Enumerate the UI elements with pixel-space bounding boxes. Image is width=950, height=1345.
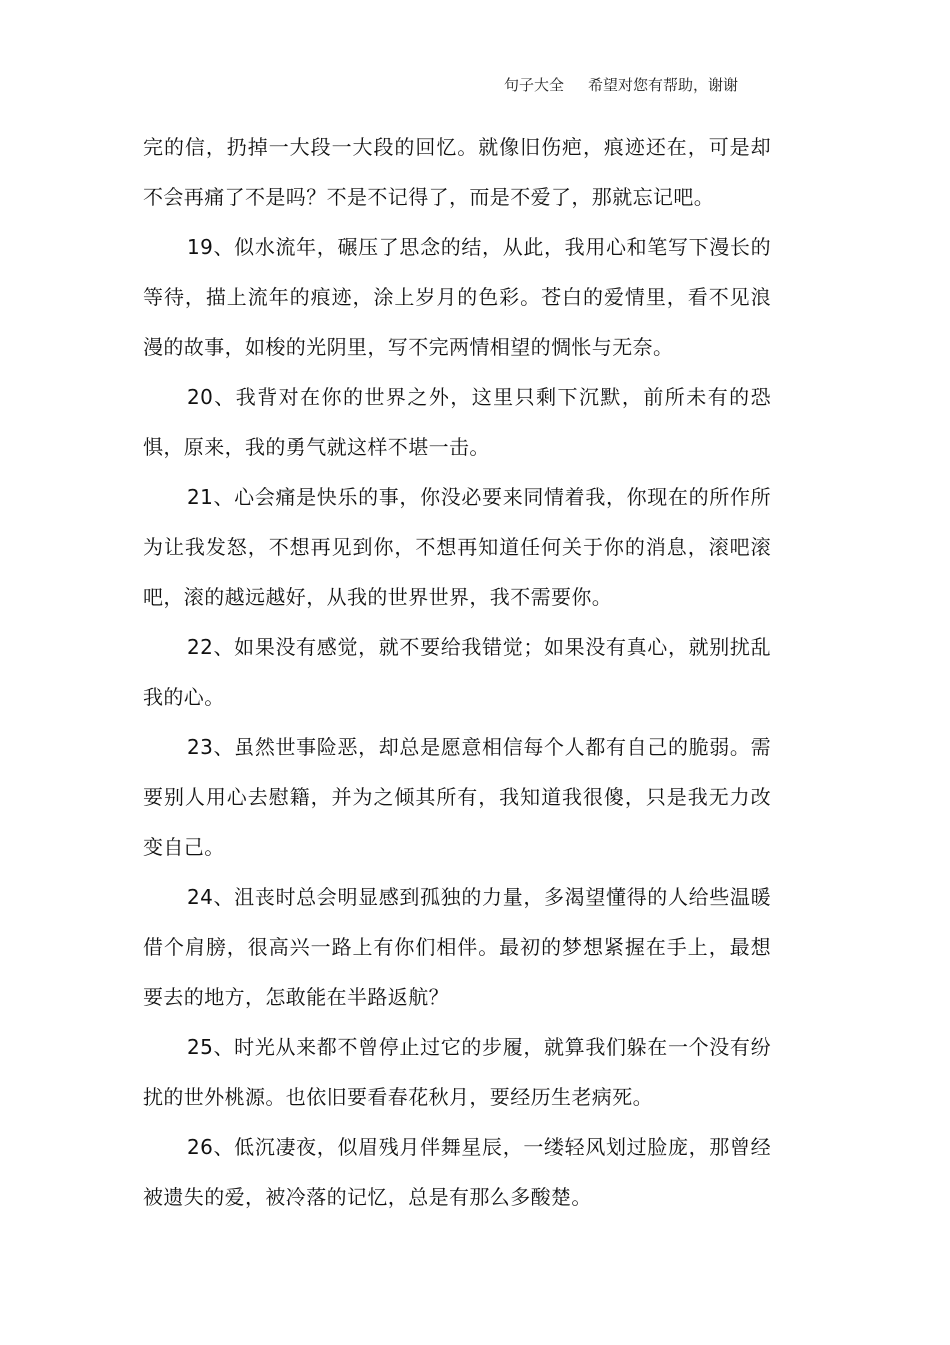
page-header: [504, 74, 738, 96]
document-body: [143, 122, 771, 1222]
paragraph-23: 23、虽然世事险恶，却总是愿意相信每个人都有自己的脆弱。需要别人用心去慰籍，并为之倾其所有，我知道我很傻，只是我无力改变自己。: [143, 735, 771, 859]
paragraph-20: 20、我背对在你的世界之外，这里只剩下沉默，前所未有的恐惧，原来，我的勇气就这样不堪一击。: [143, 385, 771, 459]
paragraph-22: 22、如果没有感觉，就不要给我错觉；如果没有真心，就别扰乱我的心。: [143, 635, 771, 709]
paragraph-26: 26、低沉凄夜，似眉残月伴舞星辰，一缕轻风划过脸庞，那曾经被遗失的爱，被冷落的记忆，总是有那么多酸楚。: [143, 1135, 771, 1209]
paragraph-21: 21、心会痛是快乐的事，你没必要来同情着我，你现在的所作所为让我发怒，不想再见到你，不想再知道任何关于你的消息，滚吧滚吧，滚的越远越好，从我的世界世界，我不需要你。: [143, 485, 771, 609]
paragraph-19: 19、似水流年，碾压了思念的结，从此，我用心和笔写下漫长的等待，描上流年的痕迹，涂上岁月的色彩。苍白的爱情里，看不见浪漫的故事，如梭的光阴里，写不完两情相望的惆怅与无奈。: [143, 235, 771, 359]
paragraph-24: 24、沮丧时总会明显感到孤独的力量，多渴望懂得的人给些温暖借个肩膀，很高兴一路上有你们相伴。最初的梦想紧握在手上，最想要去的地方，怎敢能在半路返航？: [143, 885, 771, 1009]
header-note: 希望对您有帮助，谢谢: [588, 76, 739, 94]
paragraph-continuation: 完的信，扔掉一大段一大段的回忆。就像旧伤疤，痕迹还在，可是却不会再痛了不是吗？不是不记得了，而是不爱了，那就忘记吧。: [143, 135, 771, 209]
header-title: 句子大全: [504, 76, 565, 94]
paragraph-25: 25、时光从来都不曾停止过它的步履，就算我们躲在一个没有纷扰的世外桃源。也依旧要看春花秋月，要经历生老病死。: [143, 1035, 771, 1109]
